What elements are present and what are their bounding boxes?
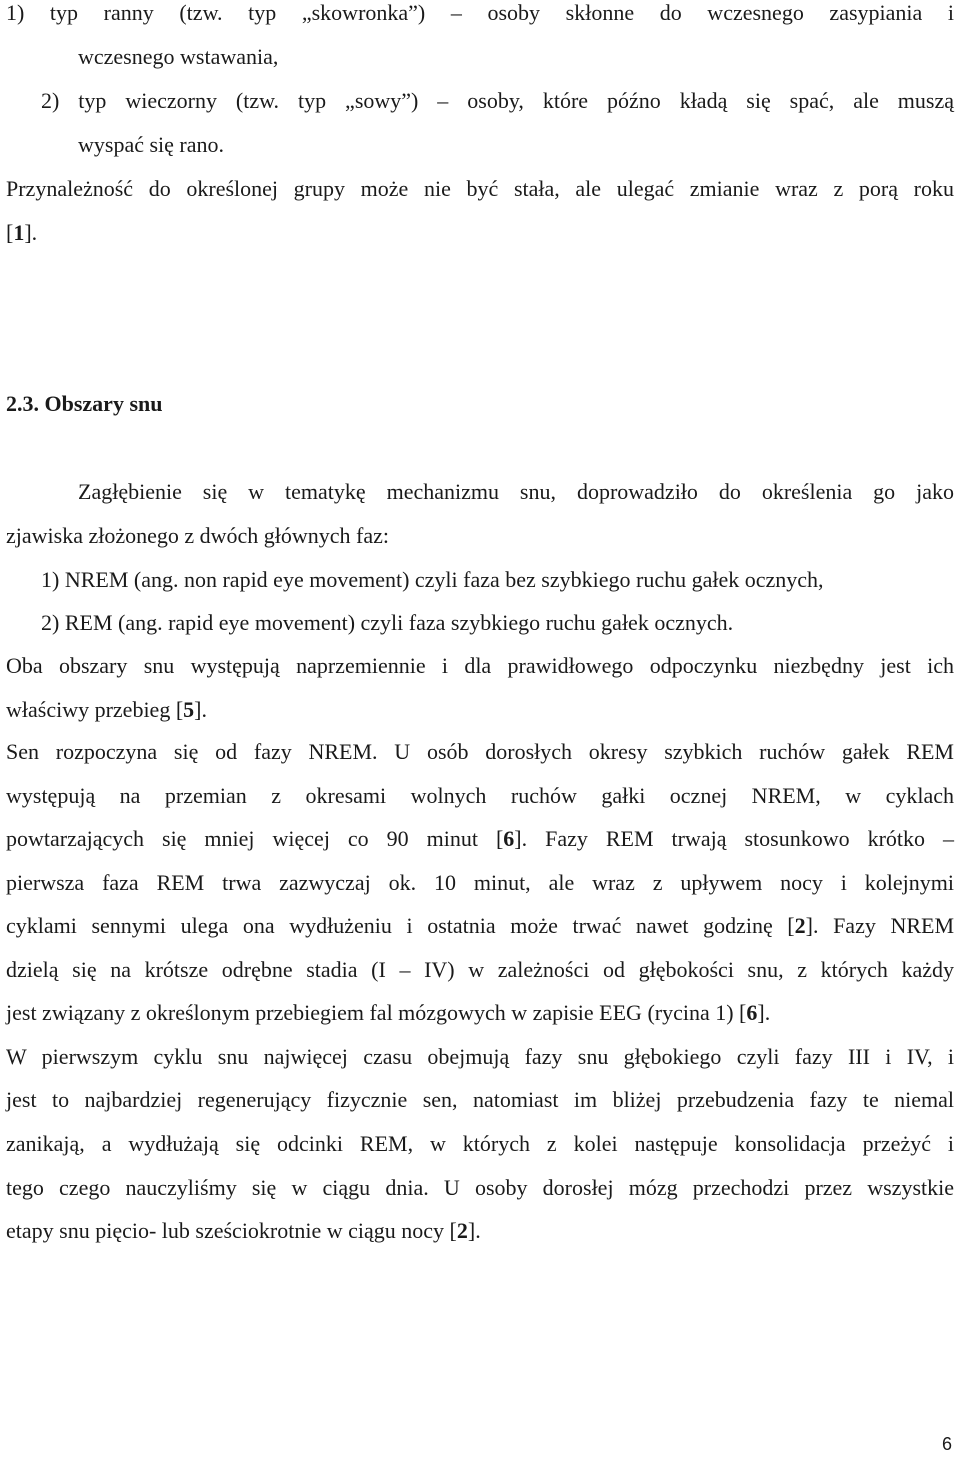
citation-ref: 2 (794, 913, 806, 938)
para4-line6: dzielą się na krótsze odrębne stadia (I – IV) w zależności od głębokości snu, z których każdy (6, 957, 954, 982)
para5-line2: jest to najbardziej regenerujący fizycznie sen, natomiast im bliżej przebudzenia fazy te niemal (6, 1087, 954, 1112)
list1-item2-line1: 2) typ wieczorny (tzw. typ „sowy”) – osoby, które późno kładą się spać, ale muszą (41, 88, 954, 113)
citation-ref: 2 (456, 1218, 468, 1243)
list2-item1: 1) NREM (ang. non rapid eye movement) czyli faza bez szybkiego ruchu gałek ocznych, (41, 567, 824, 592)
para1-line2: [1]. (6, 220, 38, 245)
para2-line2: zjawiska złożonego z dwóch głównych faz: (6, 523, 390, 548)
citation-ref: 1 (13, 220, 25, 245)
para5-line4: tego czego nauczyliśmy się w ciągu dnia. U osoby dorosłej mózg przechodzi przez wszystkie (6, 1175, 954, 1200)
para5-line5: etapy snu pięcio- lub sześciokrotnie w ciągu nocy [2]. (6, 1218, 481, 1243)
para4-line3: powtarzających się mniej więcej co 90 minut [6]. Fazy REM trwają stosunkowo krótko – (6, 826, 954, 851)
para4-line1: Sen rozpoczyna się od fazy NREM. U osób dorosłych okresy szybkich ruchów gałek REM (6, 739, 954, 764)
citation-ref: 5 (183, 697, 195, 722)
list1-item1-line1: 1) typ ranny (tzw. typ „skowronka”) – osoby skłonne do wczesnego zasypiania i (6, 0, 954, 25)
citation-ref: 6 (746, 1000, 758, 1025)
para4-line4: pierwsza faza REM trwa zazwyczaj ok. 10 minut, ale wraz z upływem nocy i kolejnymi (6, 870, 954, 895)
list1-item2-line2: wyspać się rano. (78, 132, 225, 157)
list2-item2: 2) REM (ang. rapid eye movement) czyli faza szybkiego ruchu gałek ocznych. (41, 610, 734, 635)
section-heading: 2.3. Obszary snu (6, 391, 163, 416)
para1-line1: Przynależność do określonej grupy może nie być stała, ale ulegać zmianie wraz z porą roku (6, 176, 954, 201)
para3-line2: właściwy przebieg [5]. (6, 697, 207, 722)
para2-line1: Zagłębienie się w tematykę mechanizmu snu, doprowadziło do określenia go jako (78, 479, 954, 504)
para4-line2: występują na przemian z okresami wolnych ruchów gałki ocznej NREM, w cyklach (6, 783, 954, 808)
para4-line5: cyklami sennymi ulega ona wydłużeniu i ostatnia może trwać nawet godzinę [2]. Fazy NREM (6, 913, 954, 938)
list1-item1-line2: wczesnego wstawania, (78, 44, 279, 69)
citation-ref: 6 (503, 826, 515, 851)
para4-line7: jest związany z określonym przebiegiem fal mózgowych w zapisie EEG (rycina 1) [6]. (6, 1000, 771, 1025)
para5-line1: W pierwszym cyklu snu najwięcej czasu obejmują fazy snu głębokiego czyli fazy III i IV, i (6, 1044, 954, 1069)
para5-line3: zanikają, a wydłużają się odcinki REM, w których z kolei następuje konsolidacja przeżyć i (6, 1131, 954, 1156)
para3-line1: Oba obszary snu występują naprzemiennie i dla prawidłowego odpoczynku niezbędny jest ich (6, 653, 954, 678)
page-number: 6 (941, 1434, 952, 1454)
